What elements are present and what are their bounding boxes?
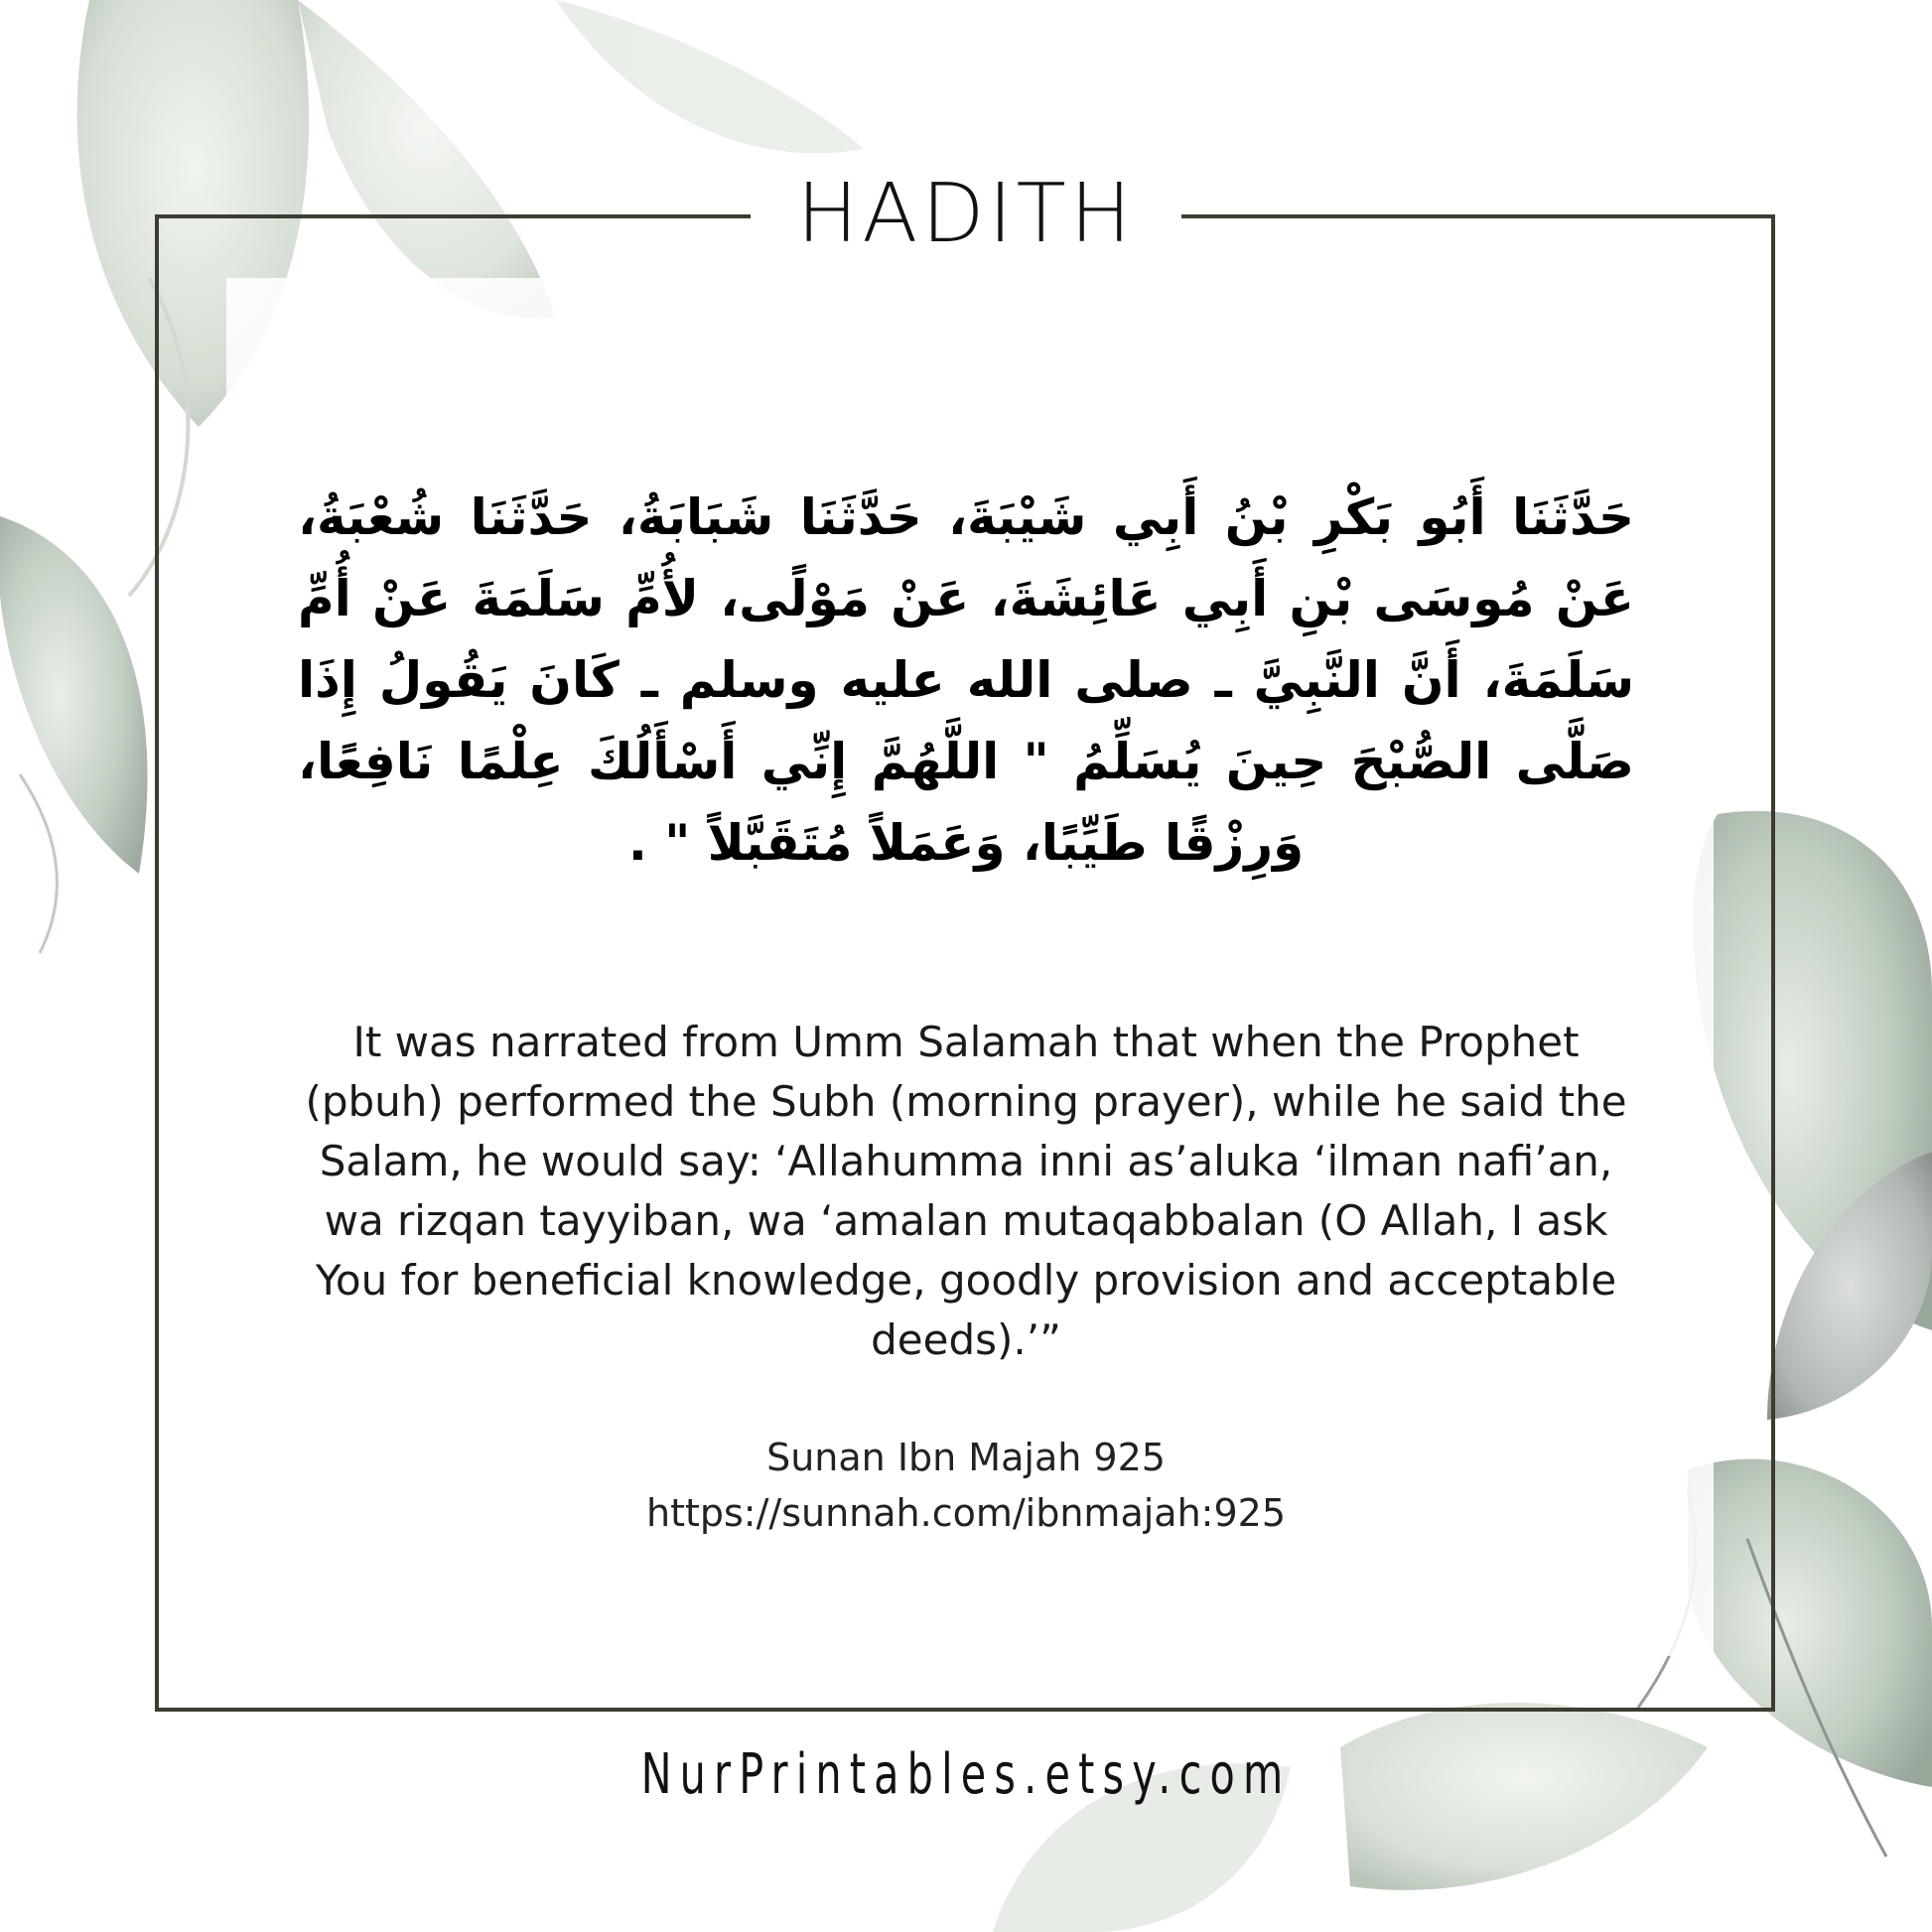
source-url: https://sunnah.com/ibnmajah:925 [646, 1491, 1286, 1535]
shop-watermark: NurPrintables.etsy.com [640, 1742, 1292, 1807]
hadith-arabic-text: حَدَّثَنَا أَبُو بَكْرِ بْنُ أَبِي شَيْبَةَ، حَدَّثَنَا شَبَابَةُ، حَدَّثَنَا شُعْبَةُ، عَنْ مُوسَى بْنِ أَبِي عَائِشَةَ، عَنْ مَوْلًى، لأُمِّ سَلَمَةَ عَنْ أُمِّ سَلَمَةَ، أَنَّ النَّبِيَّ ـ صلى الله عليه وسلم ـ كَانَ يَقُولُ إِذَا صَلَّى الصُّبْحَ حِينَ يُسَلِّمُ " اللَّهُمَّ إِنِّي أَسْأَلُكَ عِلْمًا نَافِعًا، وَرِزْقًا طَيِّبًا، وَعَمَلاً مُتَقَبَّلاً " . [298, 488, 1634, 872]
hadith-english-translation: It was narrated from Umm Salamah that when the Prophet (pbuh) performed the Subh (morning prayer), while he said the Salam, he would say: ‘Allahumma inni as’aluka ‘ilman nafi’an, wa rizqan tayyiban, wa ‘amalan mutaqabbalan (O Allah, I ask You for beneficial knowledge, goodly provision and acceptable deeds).’” [305, 1018, 1627, 1364]
source-reference: Sunan Ibn Majah 925 [766, 1436, 1166, 1479]
page-title: HADITH [796, 166, 1136, 261]
title-container [751, 159, 1181, 268]
hadith-source [298, 1430, 1634, 1541]
